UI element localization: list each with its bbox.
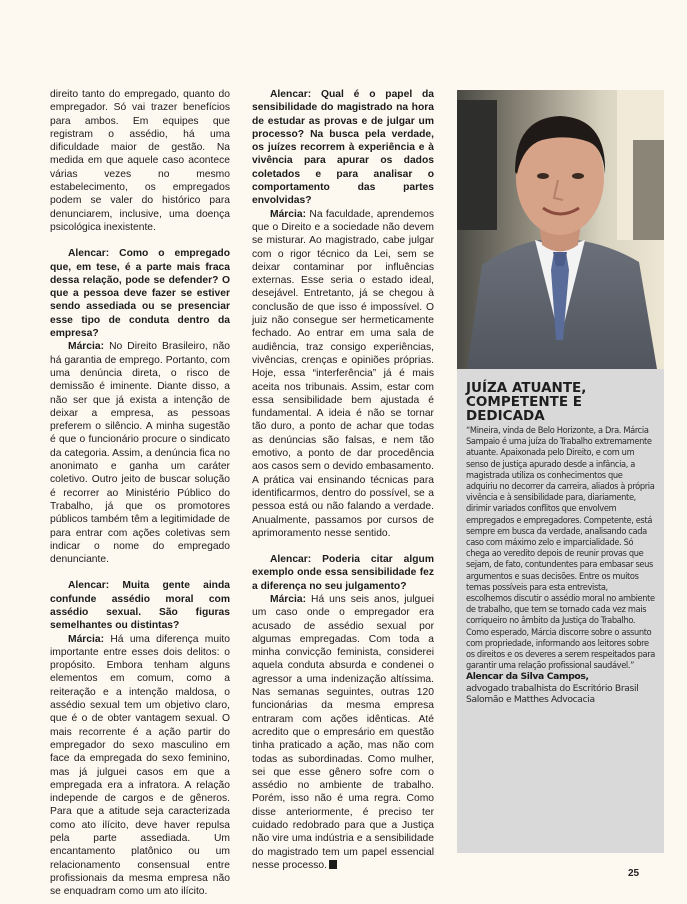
interview-question: Alencar: Como o empregado que, em tese, é a parte mais fraca dessa relação, pode se defender? O que a pessoa deve fazer se estiver sendo assediada ou se presenciar esse tipo de conduta dentro da empresa? bbox=[50, 248, 230, 340]
sidebar-title: JUÍZA ATUANTE, COMPETENTE E DEDICADA bbox=[466, 380, 587, 424]
speaker-label: Márcia: bbox=[270, 593, 307, 605]
author-sidebar bbox=[457, 369, 664, 853]
portrait-photo bbox=[457, 90, 664, 369]
paragraph-continuation: direito tanto do empregado, quanto do empregador. Só vai trazer benefícios para ambos. Em equipes que registram o assédio, há uma dificuldade maior de gestão. Na medida em que aquele caso acontece várias vezes no mesmo estabelecimento, os empregados podem se valer do histórico para denunciarem, inclusive, uma doença psicológica inexistente. bbox=[50, 89, 230, 233]
sidebar-author: Alencar da Silva Campos, bbox=[466, 671, 589, 683]
interview-answer bbox=[50, 633, 230, 899]
article-column-left bbox=[50, 88, 230, 899]
page-number: 25 bbox=[628, 868, 640, 879]
answer-text: Há uma diferença muito importante entre esses dois delitos: o propósito. Embora tenham alguns elementos em comum, como a reiteração e a intenção maldosa, o assédio sexual tem um objetivo claro, que é o de obter vantagem sexual. O mais recorrente é a ação partir do empregador do sexo masculino em face da empregada do sexo feminino, mas já julguei casos em que a empregada era a infratora. A relação independe de cargos e de gêneros. Para que a atitude seja caracterizada como ato ilícito, deve haver repulsa pela parte assediada. Um encantamento platônico ou um relacionamento consensual entre profissionais da mesma empresa não se enquadram como um ato ilícito. bbox=[50, 633, 230, 898]
interview-answer bbox=[252, 593, 434, 872]
speaker-label: Márcia: bbox=[68, 633, 105, 645]
answer-text: Na faculdade, aprendemos que o Direito e a sociedade não devem se misturar. Ao magistrado, cabe julgar com o rigor técnico da Lei, sem se deixar contaminar por influências externas. Esse seria o estado ideal, desejável. Entretanto, já se chegou à conclusão de que isso é impossível. O juiz não consegue ser hermeticamente fechado. Ao entrar em uma sala de audiência, traz consigo experiências, vivências, crenças e opiniões próprias. Hoje, essa “interferência” já é mais aceita nos tribunais. Assim, estar com essa sensibilidade bem ajustada é fundamental. A ideia é não se tornar tão duro, a ponto de achar que todas as denúncias são falsas, e nem tão emotivo, a ponto de dar procedência aos casos sem o devido embasamento. A prática vai ensinando técnicas para identificarmos, dentro do possível, se a pessoa está ou não falando a verdade. Anualmente, passamos por cursos de aprimoramento nesse sentido. bbox=[252, 208, 434, 539]
speaker-label: Márcia: bbox=[68, 341, 105, 353]
answer-text: Há uns seis anos, julguei um caso onde o empregador era acusado de assédio sexual por algumas empregadas. Com toda a minha convicção feminista, considerei aquela conduta absurda e condenei o agressor a uma indenização altíssima. Nas semanas seguintes, outras 120 funcionárias da mesma empresa entraram com ações idênticas. Até acredito que o empresário em questão tinha praticado a ação, mas não com todas as subordinadas. Como mulher, sei que esse gênero sofre com o assédio no ambiente de trabalho. Porém, isso não é uma regra. Como disse anteriormente, é preciso ter cuidado redobrado para que a Justiça não vire uma indústria e a sensibilidade do magistrado tem um papel essencial nesse processo. bbox=[252, 593, 434, 871]
end-of-article-icon bbox=[329, 860, 337, 869]
speaker-label: Márcia: bbox=[270, 208, 307, 220]
article-column-middle bbox=[252, 88, 434, 872]
interview-question: Alencar: Qual é o papel da sensibilidade do magistrado na hora de estudar as provas e de julgar um processo? Na busca pela verdade, os juízes recorrem à experiência e à vivência para apurar os dados coletados e para analisar o comportamento das partes envolvidas? bbox=[252, 89, 434, 207]
sidebar-quote: “Mineira, vinda de Belo Horizonte, a Dra. Márcia Sampaio é uma juíza do Trabalho extremamente atuante. Apaixonada pelo Direito, e com um senso de justiça apurado desde a infância, a magistrada utiliza os conhecimentos que adquiriu no decorrer da carreira, aliados à própria vivência e à sensibilidade para, diariamente, dirimir variados conflitos que envolvem empregados e empregadores. Competente, está sempre em busca da verdade, analisando cada caso com máximo zelo e imparcialidade. Só chega ao veredito depois de reunir provas que sejam, de fato, contundentes para embasar seus argumentos e suas decisões. Entre os muitos temas possíveis para esta entrevista, escolhemos discutir o assédio moral no ambiente de trabalho, que tem se tornado cada vez mais corriqueiro no âmbito da Justiça do Trabalho. Como esperado, Márcia discorre sobre o assunto com propriedade, informando aos leitores sobre os direitos e os deveres a serem respeitados para garantir uma relação profissional saudável.” bbox=[466, 425, 655, 672]
interview-answer bbox=[50, 340, 230, 566]
interview-question: Alencar: Poderia citar algum exemplo onde essa sensibilidade fez a diferença no seu julgamento? bbox=[252, 554, 434, 592]
interview-answer bbox=[252, 208, 434, 540]
interview-question: Alencar: Muita gente ainda confunde assédio moral com assédio sexual. São figuras semelhantes ou distintas? bbox=[50, 580, 230, 632]
sidebar-author-affiliation: advogado trabalhista do Escritório Brasil Salomão e Matthes Advocacia bbox=[466, 682, 639, 705]
answer-text: No Direito Brasileiro, não há garantia de emprego. Portanto, com uma denúncia direta, o risco de demissão é iminente. Diante disso, a não ser que já exista a intenção de deixar a empresa, as pessoas preferem o silêncio. A minha sugestão é que o funcionário procure o sindicato da categoria. Assim, a denúncia fica no anonimato e ganha um caráter coletivo. Outro jeito de buscar solução é recorrer ao Ministério Público do Trabalho, já que os promotores públicos também têm a legitimidade de para entrar com ações coletivas sem indicar o nome do empregado denunciante. bbox=[50, 341, 230, 566]
